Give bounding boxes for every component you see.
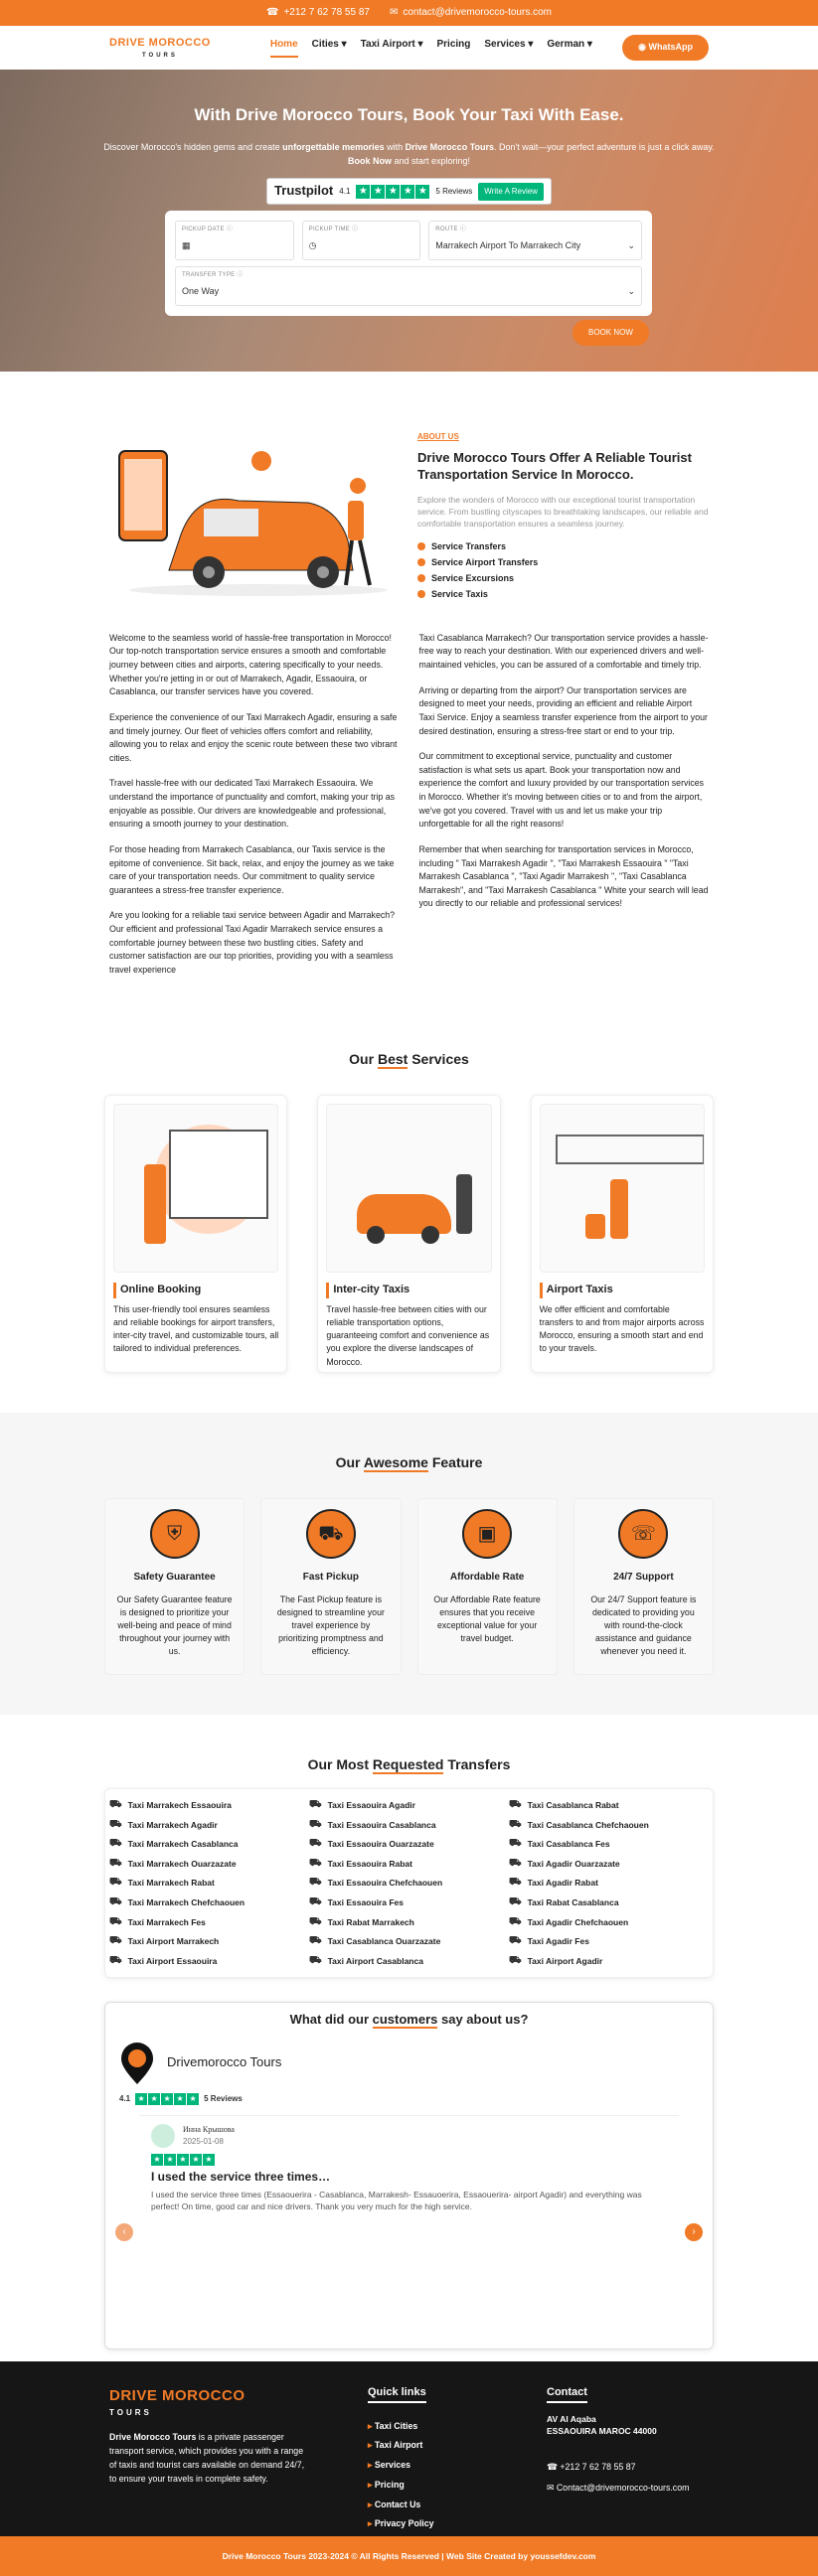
transfer-link[interactable]: ⛟ Taxi Casablanca Fes bbox=[509, 1835, 709, 1855]
transfer-link[interactable]: ⛟ Taxi Airport Marrakech bbox=[109, 1932, 309, 1952]
footer-link-privacy[interactable]: ▸ Privacy Policy bbox=[368, 2517, 527, 2530]
features-section bbox=[0, 1413, 818, 1715]
main-menu bbox=[270, 38, 592, 58]
pickup-time-field[interactable]: PICKUP TIME ⓘ ◷ bbox=[302, 221, 421, 260]
transfer-link[interactable]: ⛟ Taxi Marrakech Essaouira bbox=[109, 1795, 309, 1815]
topbar-email[interactable]: ✉ contact@drivemorocco-tours.com bbox=[390, 6, 552, 21]
top-bar bbox=[0, 0, 818, 26]
transfers-title: Our Most Requested Transfers bbox=[307, 1756, 511, 1773]
nav-taxi-airport[interactable]: Taxi Airport ▾ bbox=[360, 39, 423, 51]
hero-title: With Drive Morocco Tours, Book Your Taxi With Ease. bbox=[194, 105, 624, 124]
transfer-link[interactable]: ⛟ Taxi Casablanca Rabat bbox=[509, 1795, 709, 1815]
service-card-inter-city[interactable]: Inter-city Taxis Travel hassle-free between cities with our reliable transportation options, guaranteeing comfort and convenience as you explore the diverse landscapes of Morocco. bbox=[317, 1095, 500, 1373]
taxi-icon: ⛟ bbox=[509, 1818, 522, 1830]
taxi-icon: ⛟ bbox=[509, 1857, 522, 1869]
taxi-icon: ⛟ bbox=[309, 1954, 322, 1966]
transfer-link[interactable]: ⛟ Taxi Marrakech Fes bbox=[109, 1912, 309, 1932]
reviews-title: What did our customers say about us? bbox=[289, 2011, 529, 2027]
taxi-icon: ⛟ bbox=[309, 1915, 322, 1927]
taxi-icon: ⛟ bbox=[509, 1877, 522, 1889]
list-item: Service Transfers bbox=[417, 540, 709, 553]
taxi-icon: ⛟ bbox=[309, 1935, 322, 1947]
logo[interactable]: DRIVE MOROCCO TOURS bbox=[109, 36, 211, 59]
transfer-link[interactable]: ⛟ Taxi Rabat Casablanca bbox=[509, 1893, 709, 1912]
transfer-link[interactable]: ⛟ Taxi Marrakech Agadir bbox=[109, 1815, 309, 1835]
feature-card-affordable: ▣ Affordable Rate Our Affordable Rate feature ensures that you receive exceptional value for your travel budget. bbox=[417, 1498, 558, 1675]
footer-link-taxi-airport[interactable]: ▸ Taxi Airport bbox=[368, 2439, 527, 2452]
transfer-link[interactable]: ⛟ Taxi Airport Essaouira bbox=[109, 1951, 309, 1971]
taxi-icon: ⛟ bbox=[509, 1954, 522, 1966]
transfer-link[interactable]: ⛟ Taxi Agadir Rabat bbox=[509, 1874, 709, 1894]
footer-link-services[interactable]: ▸ Services bbox=[368, 2459, 527, 2472]
footer-link-pricing[interactable]: ▸ Pricing bbox=[368, 2479, 527, 2492]
services-title: Our Best Services bbox=[349, 1050, 469, 1067]
avatar bbox=[151, 2124, 175, 2148]
transfer-link[interactable]: ⛟ Taxi Essaouira Chefchaouen bbox=[309, 1874, 509, 1894]
list-item: Service Excursions bbox=[417, 572, 709, 585]
list-item: Service Taxis bbox=[417, 588, 709, 601]
trustpilot-widget[interactable]: Trustpilot 4.1 ★ ★ ★ ★ ★ 5 Reviews Write A Review bbox=[266, 178, 552, 205]
feature-card-safety: ⛨ Safety Guarantee Our Safety Guarantee feature is designed to prioritize your well-being and peace of mind throughout your journey with us. bbox=[104, 1498, 245, 1675]
about-title: Drive Morocco Tours Offer A Reliable Tourist Transportation Service In Morocco. bbox=[417, 449, 692, 483]
about-left-column: Welcome to the seamless world of hassle-free transportation in Morocco! Our top-notch transportation service ensures a smooth and comfortable journey between cities and airports, catering specifically to your needs. Whether you're jetting in or out of Marrakech, Agadir, Essaouira, or Casablanca, our transfer services have you covered. Experience the convenience of our Taxi Marrakech Agadir, ensuring a safe and timely journey. Our fleet of vehicles offers comfort and reliability, allowing you to relax and enjoy the scenic route between these two vibrant cities. Travel hassle-free with our dedicated Taxi Marrakech Essaouira. We understand the importance of punctuality and comfort, making your trip as enjoyable as possible. Our drivers are knowledgeable and professional, ensuring a smooth journey to your destination. For those heading from Marrakech Casablanca, our Taxis service is the epitome of convenience. Sit back, relax, and enjoy the journey as we take care of your transportation needs. Our commitment to quality service guarantees a stress-free transfer experience. Are you looking for a reliable taxi service between Agadir and Marrakech? Our efficient and professional Taxi Agadir Marrakech service ensures a comfortable journey between these two bustling cities. Safety and customer satisfaction are our top priorities, providing you with a seamless travel experience bbox=[109, 632, 398, 975]
taxi-icon: ⛟ bbox=[109, 1954, 122, 1966]
taxi-icon: ⛟ bbox=[309, 1799, 322, 1810]
hero bbox=[0, 70, 818, 372]
shield-icon: ⛨ bbox=[150, 1509, 200, 1559]
clock-icon: ◷ bbox=[308, 239, 317, 250]
transfer-link[interactable]: ⛟ Taxi Essaouira Agadir bbox=[309, 1795, 509, 1815]
about-lead: Explore the wonders of Morocco with our exceptional tourist transportation service. From bustling cityscapes to breathtaking landscapes, our reliable and comfortable transportation ensures a seamless journey. bbox=[417, 494, 709, 530]
footer-link-contact[interactable]: ▸ Contact Us bbox=[368, 2499, 527, 2511]
mail-icon: ✉ bbox=[547, 2483, 557, 2494]
footer-email[interactable]: ✉ Contact@drivemorocco-tours.com bbox=[547, 2483, 690, 2494]
taxi-app-illustration bbox=[109, 431, 398, 600]
taxi-icon: ⛟ bbox=[109, 1877, 122, 1889]
transfer-link[interactable]: ⛟ Taxi Casablanca Ouarzazate bbox=[309, 1932, 509, 1952]
taxi-icon: ⛟ bbox=[109, 1915, 122, 1927]
transfer-link[interactable]: ⛟ Taxi Airport Casablanca bbox=[309, 1951, 509, 1971]
nav-cities[interactable]: Cities ▾ bbox=[311, 39, 347, 51]
taxi-icon: ⛟ bbox=[309, 1877, 322, 1889]
chevron-down-icon: ⌄ bbox=[627, 239, 635, 250]
pickup-date-field[interactable]: PICKUP DATE ⓘ ▦ bbox=[175, 221, 294, 260]
service-checklist bbox=[417, 540, 709, 601]
star-rating-icon: ★ ★ ★ ★ ★ bbox=[135, 2093, 199, 2105]
footer bbox=[0, 2361, 818, 2536]
nav-pricing[interactable]: Pricing bbox=[436, 39, 471, 51]
prev-arrow-icon[interactable]: ‹ bbox=[115, 2223, 133, 2241]
star-rating-icon: ★ ★ ★ ★ ★ bbox=[356, 185, 429, 199]
overall-rating: 4.1 ★ ★ ★ ★ ★ 5 Reviews bbox=[119, 2093, 243, 2103]
booking-form bbox=[165, 211, 652, 316]
footer-logo[interactable]: DRIVE MOROCCO TOURS bbox=[109, 2386, 245, 2417]
taxi-icon: ⛟ bbox=[109, 1895, 122, 1907]
whatsapp-icon: ◉ bbox=[638, 42, 649, 53]
transfer-link[interactable]: ⛟ Taxi Rabat Marrakech bbox=[309, 1912, 509, 1932]
about-kicker: ABOUT US bbox=[417, 432, 459, 441]
nav-services[interactable]: Services ▾ bbox=[484, 39, 534, 51]
transfers-list bbox=[104, 1788, 714, 1977]
contact-title: Contact bbox=[547, 2385, 587, 2403]
price-tag-icon: ▣ bbox=[462, 1509, 512, 1559]
features-title: Our Awesome Feature bbox=[335, 1453, 483, 1470]
write-review-button[interactable]: Write A Review bbox=[478, 183, 544, 201]
taxi-icon: ⛟ bbox=[509, 1915, 522, 1927]
review-item: Инна Крышова 2025-01-08 ★ ★ ★ ★ ★ I used the service three times… I used the service three times (Essaouerira - Casablanca, Marrakesh- Essauoerira, Essaouerira- airport Agadir) and everything was perfect! On time, good car and nice drivers. Thank you very much for the high service. bbox=[139, 2115, 679, 2221]
transfer-link[interactable]: ⛟ Taxi Essaouira Fes bbox=[309, 1893, 509, 1912]
quick-links-title: Quick links bbox=[368, 2385, 426, 2403]
navbar bbox=[0, 26, 818, 70]
about-section bbox=[0, 372, 818, 1009]
business-name: Drivemorocco Tours bbox=[167, 2054, 282, 2070]
review-body: I used the service three times (Essaouerira - Casablanca, Marrakesh- Essauoerira, Essaouerira- airport Agadir) and everything was perfect! On time, good car and nice drivers. Thank you very much for the high service. bbox=[151, 2190, 642, 2212]
about-right-column: Taxi Casablanca Marrakech? Our transportation service provides a hassle-free way to reach your destination. With our experienced drivers and well-maintained vehicles, you can be assured of a comfortable and timely trip. Arriving or departing from the airport? Our transportation services are designed to meet your needs, providing an efficient and reliable Airport Taxi Service. Enjoy a seamless transfer experience from the airport to your desired destination, ensuring a stress-free start or end to your trip. Our commitment to exceptional service, punctuality and customer satisfaction is what sets us apart. Book your transportation now and experience the comfort and luxury provided by our transportation services in Morocco. Whether it's moving between cities or to and from the airport, we've got you covered. Travel with us and let us make your trip unforgettable for all the right reasons! Remember that when searching for transportation services in Morocco, including " Taxi Marrakesh Agadir ", "Taxi Marrakesh Essaouira " "Taxi Marrakesh Casablanca ", "Taxi Agadir Marrakesh ", "Taxi Casablanca Marrakesh", and "Taxi Marrakesh Casablanca " White your search will lead you directly to our reliable and professional services! bbox=[418, 632, 709, 909]
airport-illustration bbox=[540, 1104, 705, 1273]
mail-icon: ✉ bbox=[389, 6, 399, 18]
taxi-icon: ⛟ bbox=[509, 1895, 522, 1907]
footer-link-taxi-cities[interactable]: ▸ Taxi Cities bbox=[368, 2420, 527, 2433]
taxi-icon: ⛟ bbox=[309, 1838, 322, 1850]
transfer-link[interactable]: ⛟ Taxi Essaouira Rabat bbox=[309, 1854, 509, 1874]
transfer-link[interactable]: ⛟ Taxi Marrakech Casablanca bbox=[109, 1835, 309, 1855]
transfer-link[interactable]: ⛟ Taxi Casablanca Chefchaouen bbox=[509, 1815, 709, 1835]
taxi-icon: ⛟ bbox=[309, 1857, 322, 1869]
taxi-icon: ⛟ bbox=[509, 1838, 522, 1850]
taxi-icon: ⛟ bbox=[509, 1935, 522, 1947]
review-headline: I used the service three times… bbox=[151, 2169, 331, 2184]
taxi-icon: ⛟ bbox=[109, 1799, 122, 1810]
transfer-link[interactable]: ⛟ Taxi Agadir Chefchaouen bbox=[509, 1912, 709, 1932]
footer-about: Drive Morocco Tours is a private passenger transport service, which provides you with a range of taxis and tourist cars available on demand 24/7, to ensure your travels in complete safety. bbox=[109, 2432, 305, 2485]
taxi-icon: ⛟ bbox=[509, 1799, 522, 1810]
map-pin-icon bbox=[119, 2042, 155, 2085]
service-card-airport[interactable]: Airport Taxis We offer efficient and comfortable transfers to and from major airports across Morocco, ensuring a smooth start and end to your travels. bbox=[531, 1095, 714, 1373]
next-arrow-icon[interactable]: › bbox=[685, 2223, 703, 2241]
reviews-widget bbox=[104, 2002, 714, 2349]
star-rating-icon: ★ ★ ★ ★ ★ bbox=[151, 2154, 215, 2166]
transfer-link[interactable]: ⛟ Taxi Marrakech Chefchaouen bbox=[109, 1893, 309, 1912]
feature-card-fast-pickup: ⛟ Fast Pickup The Fast Pickup feature is designed to streamline your travel experience by prioritizing promptness and efficiency. bbox=[260, 1498, 401, 1675]
headset-icon: ☏ bbox=[618, 1509, 668, 1559]
taxi-icon: ⛟ bbox=[109, 1935, 122, 1947]
transfer-type-select[interactable]: TRANSFER TYPE ⓘ One Way ⌄ bbox=[175, 266, 642, 306]
services-section bbox=[0, 1009, 818, 1413]
transfer-link[interactable]: ⛟ Taxi Essaouira Casablanca bbox=[309, 1815, 509, 1835]
book-now-button[interactable]: BOOK NOW bbox=[573, 320, 649, 346]
transfer-link[interactable]: ⛟ Taxi Essaouira Ouarzazate bbox=[309, 1835, 509, 1855]
taxi-icon: ⛟ bbox=[309, 1818, 322, 1830]
calendar-icon: ▦ bbox=[182, 239, 191, 250]
online-booking-illustration bbox=[113, 1104, 278, 1273]
phone-icon: ☎ bbox=[266, 6, 279, 18]
transfer-link[interactable]: ⛟ Taxi Airport Agadir bbox=[509, 1951, 709, 1971]
car-icon: ⛟ bbox=[306, 1509, 356, 1559]
transfer-link[interactable]: ⛟ Taxi Marrakech Ouarzazate bbox=[109, 1854, 309, 1874]
address: AV Al Aqaba ESSAOUIRA MAROC 44000 bbox=[547, 2413, 657, 2437]
nav-language[interactable]: German ▾ bbox=[547, 39, 592, 51]
nav-home[interactable]: Home bbox=[270, 38, 298, 58]
footer-phone[interactable]: ☎ +212 7 62 78 55 87 bbox=[547, 2462, 636, 2473]
taxi-icon: ⛟ bbox=[309, 1895, 322, 1907]
list-item: Service Airport Transfers bbox=[417, 556, 709, 569]
transfer-link[interactable]: ⛟ Taxi Agadir Ouarzazate bbox=[509, 1854, 709, 1874]
chevron-down-icon: ⌄ bbox=[627, 285, 635, 296]
route-select[interactable]: ROUTE ⓘ Marrakech Airport To Marrakech City ⌄ bbox=[428, 221, 642, 260]
service-card-online-booking[interactable]: Online Booking This user-friendly tool ensures seamless and reliable bookings for airport transfers, inter-city travel, and customizable tours, all tailored to individual preferences. bbox=[104, 1095, 287, 1373]
copyright: Drive Morocco Tours 2023-2024 © All Rights Reserved | Web Site Created by youssefdev.com bbox=[0, 2536, 818, 2576]
taxi-icon: ⛟ bbox=[109, 1818, 122, 1830]
transfer-link[interactable]: ⛟ Taxi Marrakech Rabat bbox=[109, 1874, 309, 1894]
hero-subtitle: Discover Morocco's hidden gems and create unforgettable memories with Drive Morocco Tours. Don't wait—your perfect adventure is just a click away. Book Now and start exploring! bbox=[103, 141, 715, 167]
transfer-link[interactable]: ⛟ Taxi Agadir Fes bbox=[509, 1932, 709, 1952]
inter-city-illustration bbox=[326, 1104, 491, 1273]
phone-icon: ☎ bbox=[547, 2462, 561, 2473]
taxi-icon: ⛟ bbox=[109, 1838, 122, 1850]
whatsapp-button[interactable]: ◉ WhatsApp bbox=[622, 35, 709, 60]
topbar-phone[interactable]: ☎ +212 7 62 78 55 87 bbox=[266, 6, 370, 21]
feature-card-support: ☏ 24/7 Support Our 24/7 Support feature is dedicated to providing you with round-the-clock assistance and guidance whenever you need it. bbox=[573, 1498, 714, 1675]
taxi-icon: ⛟ bbox=[109, 1857, 122, 1869]
trustpilot-logo: Trustpilot bbox=[274, 183, 334, 199]
transfers-section bbox=[0, 1715, 818, 2361]
